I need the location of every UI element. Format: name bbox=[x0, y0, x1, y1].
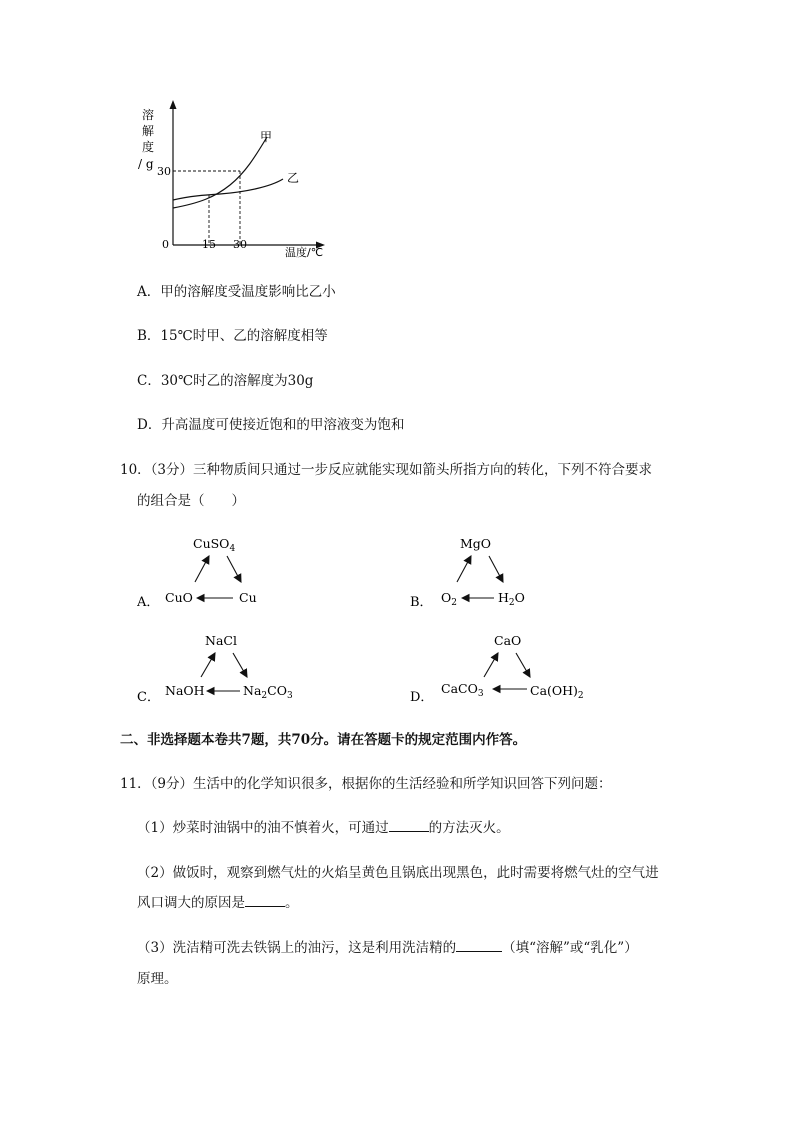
q9-option-b: B．15℃时甲、乙的溶解度相等 bbox=[137, 328, 328, 344]
option-letter: C． bbox=[137, 690, 160, 705]
x-axis-label: 温度/℃ bbox=[285, 246, 324, 259]
y-axis-label-3: 度 bbox=[142, 140, 155, 154]
answer-blank-1[interactable] bbox=[389, 819, 429, 832]
left-compound: CaCO$_3$ bbox=[441, 681, 484, 699]
top-compound: NaCl bbox=[205, 633, 237, 648]
left-compound: $O_2$ bbox=[441, 590, 457, 608]
q11-part3-text-before: （3）洗洁精可洗去铁锅上的油污，这是利用洗洁精的 bbox=[137, 940, 457, 956]
left-compound: NaOH bbox=[165, 683, 205, 698]
curve-yi bbox=[173, 179, 283, 200]
top-compound: CaO bbox=[494, 633, 522, 648]
left-compound: CuO bbox=[165, 590, 193, 605]
q9-option-a: A．甲的溶解度受温度影响比乙小 bbox=[137, 284, 336, 300]
option-letter: B． bbox=[410, 595, 433, 610]
right-compound: $Na_2CO_3$ bbox=[243, 683, 293, 701]
top-compound: CuSO$_4$ bbox=[193, 536, 236, 554]
curve-label-jia: 甲 bbox=[260, 130, 273, 144]
y-tick-30: 30 bbox=[157, 165, 171, 178]
q9-option-c: C．30℃时乙的溶解度为30g bbox=[137, 373, 314, 389]
arrow-left-to-top bbox=[457, 556, 471, 582]
solubility-graph bbox=[130, 95, 340, 265]
q10-option-a bbox=[137, 530, 297, 615]
q11-part1 bbox=[137, 819, 510, 837]
q11-part2-line1: （2）做饭时，观察到燃气灶的火焰呈黄色且锅底出现黑色，此时需要将燃气灶的空气进 bbox=[137, 865, 659, 881]
q11-part3-line1 bbox=[137, 939, 638, 957]
q11-part2-line2 bbox=[137, 894, 299, 912]
q10-option-c bbox=[137, 625, 317, 710]
answer-blank-3[interactable] bbox=[456, 939, 502, 952]
x-tick-15: 15 bbox=[202, 238, 216, 251]
q11-part1-text-after: 的方法灭火。 bbox=[428, 820, 510, 836]
y-axis-label-1: 溶 bbox=[142, 108, 155, 122]
q11-part3-text-after: （填“溶解”或“乳化”） bbox=[502, 940, 638, 956]
section2-heading: 二、非选择题本卷共7题，共70分。请在答题卡的规定范围内作答。 bbox=[120, 732, 527, 748]
x-tick-30: 30 bbox=[233, 238, 247, 251]
y-axis-arrow bbox=[170, 100, 177, 109]
arrow-top-to-right bbox=[516, 653, 530, 677]
q10-option-d bbox=[410, 625, 590, 710]
q10-stem-line2: 的组合是（ ） bbox=[137, 493, 245, 509]
option-letter: D． bbox=[410, 690, 434, 705]
q11-stem: 11．（9分）生活中的化学知识很多，根据你的生活经验和所学知识回答下列问题： bbox=[120, 776, 612, 792]
right-compound: $H_2O$ bbox=[498, 590, 525, 608]
curve-label-yi: 乙 bbox=[287, 171, 300, 185]
q10-option-b bbox=[410, 530, 570, 615]
arrow-left-to-top bbox=[195, 556, 209, 582]
top-compound: MgO bbox=[460, 536, 492, 551]
right-compound: Cu bbox=[239, 590, 257, 605]
right-compound: $Ca(OH)_2$ bbox=[530, 683, 584, 701]
q11-part2-text-before: 风口调大的原因是 bbox=[137, 895, 245, 911]
arrow-left-to-top bbox=[201, 653, 215, 677]
arrow-left-to-top bbox=[484, 653, 498, 677]
q10-stem-line1: 10．（3分）三种物质间只通过一步反应就能实现如箭头所指方向的转化，下列不符合要求 bbox=[120, 462, 653, 478]
option-letter: A． bbox=[137, 595, 160, 610]
y-axis-label-2: 解 bbox=[142, 124, 155, 138]
q11-part3-line2: 原理。 bbox=[137, 971, 178, 987]
q11-part1-text-before: （1）炒菜时油锅中的油不慎着火，可通过 bbox=[137, 820, 389, 836]
q11-part2-text-after: 。 bbox=[285, 895, 299, 911]
y-axis-label-4: / g bbox=[138, 157, 154, 171]
origin-label: 0 bbox=[162, 238, 169, 251]
q9-option-d: D．升高温度可使接近饱和的甲溶液变为饱和 bbox=[137, 417, 405, 433]
arrow-top-to-right bbox=[227, 556, 241, 582]
arrow-top-to-right bbox=[233, 653, 247, 677]
arrow-top-to-right bbox=[489, 556, 503, 582]
answer-blank-2[interactable] bbox=[245, 894, 285, 907]
